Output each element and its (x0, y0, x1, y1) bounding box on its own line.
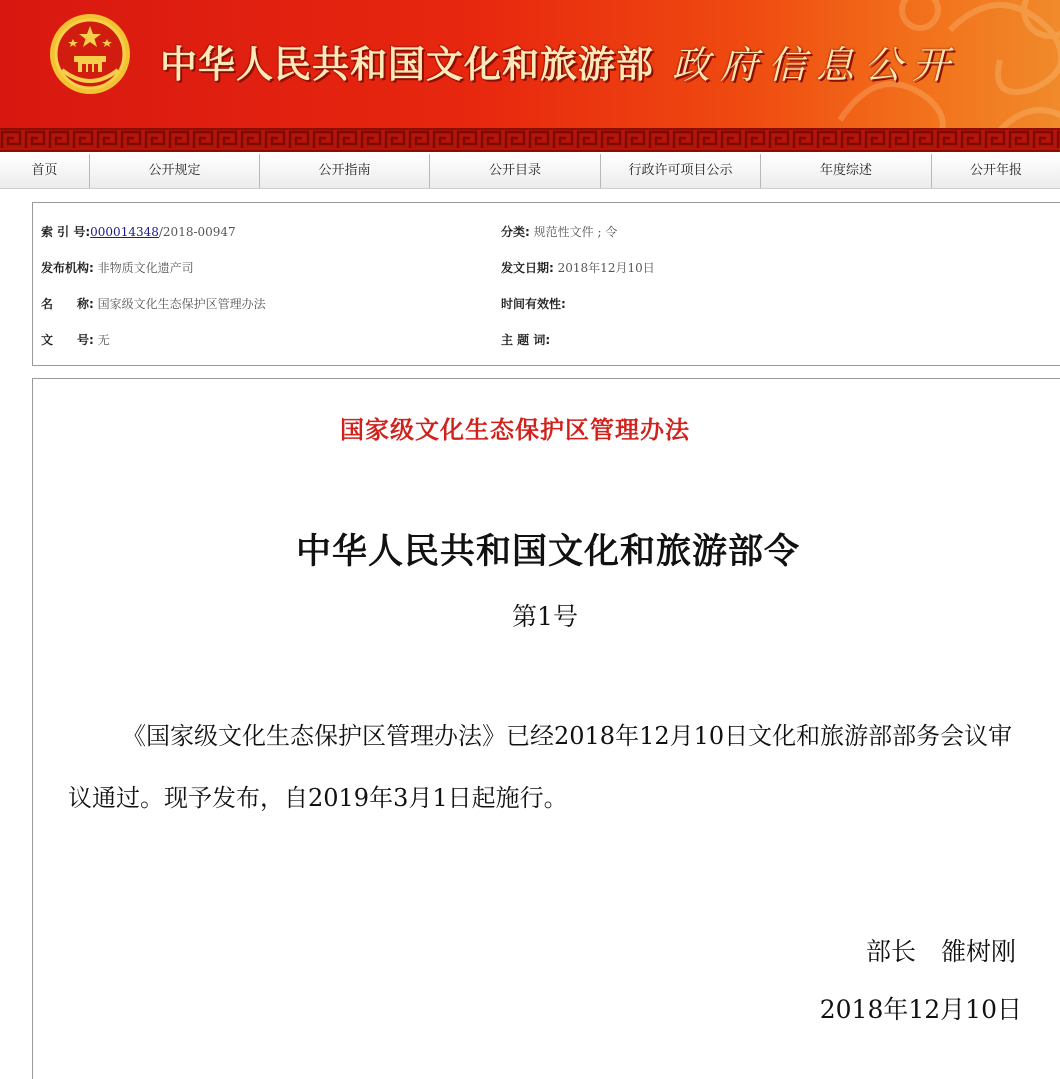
category-row (501, 223, 617, 240)
nav-annual-review[interactable]: 年度综述 (761, 154, 932, 188)
site-banner (0, 0, 1060, 128)
name-row (41, 295, 266, 312)
order-number: 第1号 (512, 602, 578, 631)
nav-disclosure-catalog[interactable]: 公开目录 (430, 154, 601, 188)
validity-label: 时间有效性: (501, 297, 566, 311)
publisher-row (41, 259, 194, 276)
document-number-value: 无 (97, 333, 110, 347)
issue-date-row (501, 259, 655, 276)
keywords-label: 主 题 词: (501, 333, 551, 347)
document-number-row (41, 331, 110, 348)
greek-key-pattern-icon (0, 128, 1060, 152)
order-paragraph: 《国家级文化生态保护区管理办法》已经2018年12月10日文化和旅游部部务会议审议通过。现予发布，自2019年3月1日起施行。 (68, 722, 1013, 812)
name-value: 国家级文化生态保护区管理办法 (97, 297, 266, 311)
document-title: 国家级文化生态保护区管理办法 (340, 416, 690, 444)
nav-home[interactable]: 首页 (0, 154, 90, 188)
decorative-border (0, 128, 1060, 152)
national-emblem-icon (48, 12, 132, 96)
order-heading: 中华人民共和国文化和旅游部令 (295, 532, 800, 572)
document-metadata (32, 202, 1060, 366)
section-name: 政府信息公开 (672, 43, 961, 87)
validity-row (501, 295, 566, 312)
index-number-label: 索 引 号: (41, 225, 91, 239)
publisher-label: 发布机构: (41, 261, 94, 275)
issue-date-label: 发文日期: (501, 261, 554, 275)
nav-disclosure-guide[interactable]: 公开指南 (260, 154, 430, 188)
name-label: 名 称: (41, 297, 94, 311)
index-number-rest: /2018-00947 (158, 225, 236, 239)
index-number-row (41, 223, 236, 240)
category-value: 规范性文件 ; 令 (533, 225, 618, 239)
publisher-value: 非物质文化遗产司 (97, 261, 194, 275)
nav-disclosure-rules[interactable]: 公开规定 (90, 154, 260, 188)
keywords-row (501, 331, 550, 348)
signature: 部长 雒树刚 (865, 937, 1016, 966)
signature-date: 2018年12月10日 (819, 995, 1022, 1024)
category-label: 分类: (501, 225, 530, 239)
main-nav (0, 154, 1060, 189)
nav-annual-report[interactable]: 公开年报 (969, 163, 1022, 178)
document-number-label: 文 号: (41, 333, 94, 347)
index-number-link[interactable]: 000014348 (90, 225, 159, 239)
ministry-name: 中华人民共和国文化和旅游部 (160, 43, 654, 86)
nav-admin-license[interactable]: 行政许可项目公示 (601, 154, 761, 188)
issue-date-value: 2018年12月10日 (557, 261, 655, 275)
